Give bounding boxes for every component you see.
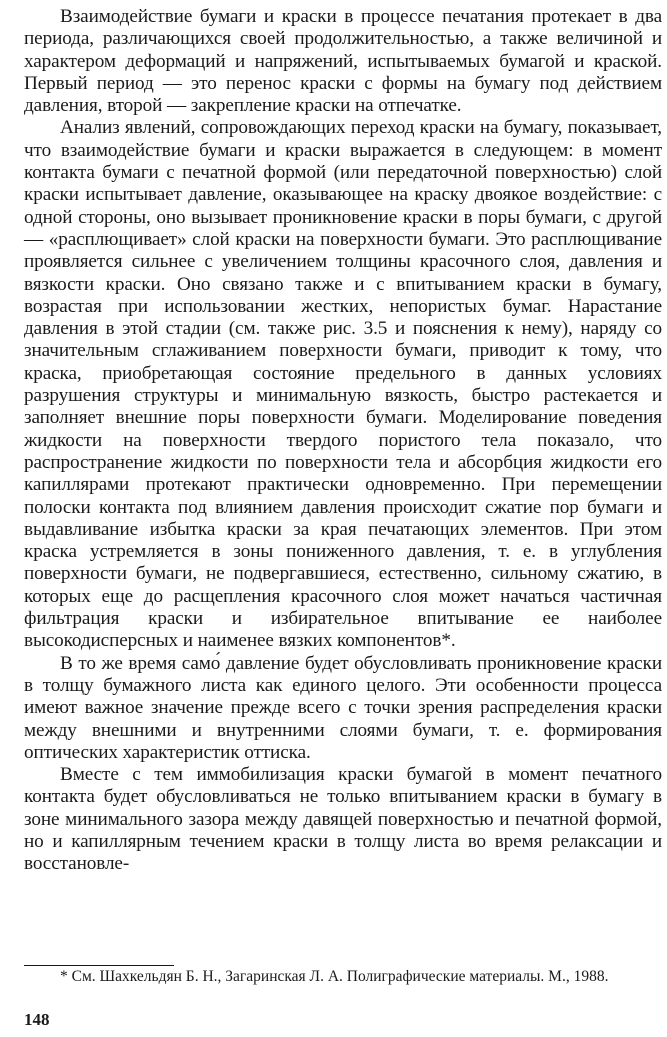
footnote-divider [24,965,174,966]
page-number: 148 [24,1010,50,1029]
paragraph-1: Взаимодействие бумаги и краски в процессе печатания протекает в два периода, различающихся своей продолжительностью, а также величиной и характером деформаций и напряжений, испытываемых бумагой и краской. Первый период — это перенос краски с формы на бумагу под действием давления, второй — закрепление краски на отпечатке. [24,6,662,117]
paragraph-3: В то же время само́ давление будет обусловливать проникновение краски в толщу бумажного листа как единого целого. Эти особенности процесса имеют важное значение прежде всего с точки зрения распределения краски между внешними и внутренними слоями бумаги, т. е. формирования оптических характеристик оттиска. [24,652,662,763]
paragraph-4: Вместе с тем иммобилизация краски бумагой в момент печатного контакта будет обусловливаться не только впитыванием краски в бумагу в зоне минимального зазора между давящей поверхностью и печатной формой, но и капиллярным течением краски в толщу листа во время релаксации и восстановле- [24,764,662,875]
paragraph-2: Анализ явлений, сопровождающих переход краски на бумагу, показывает, что взаимодействие бумаги и краски выражается в следующем: в момент контакта бумаги с печатной формой (или передаточной поверхностью) слой краски испытывает давление, оказывающее на краску двоякое воздействие: с одной стороны, оно вызывает проникновение краски в поры бумаги, с другой — «расплющивает» слой краски на поверхности бумаги. Это расплющивание проявляется сильнее с увеличением толщины красочного слоя, давления и вязкости краски. Оно связано также и с впитыванием краски в бумагу, возрастая при использовании жестких, непористых бумаг. Нарастание давления в этой стадии (см. также рис. 3.5 и пояснения к нему), наряду со значительным сглаживанием поверхности бумаги, приводит к тому, что краска, приобретающая состояние предельного в данных условиях разрушения структуры и минимальную вязкость, быстро растекается и заполняет внешние поры поверхности бумаги. Моделирование поведения жидкости на поверхности твердого пористого тела показало, что распространение жидкости по поверхности тела и абсорбция жидкости его капиллярами протекают практически одновременно. При перемещении полоски контакта под влиянием давления происходит сжатие пор бумаги и выдавливание избытка краски за края печатающих элементов. При этом краска устремляется в зоны пониженного давления, т. е. в углубления поверхности бумаги, не подвергавшиеся, естественно, сильному сжатию, в которых еще до расщепления красочного слоя может начаться частичная фильтрация краски и избирательное впитывание ее наиболее высокодисперсных и наименее вязких компонентов*. [24,117,662,652]
footnote: * См. Шахкельдян Б. Н., Загаринская Л. А. Полиграфические материалы. М., 1988. [60,968,609,985]
body-text [24,6,662,876]
